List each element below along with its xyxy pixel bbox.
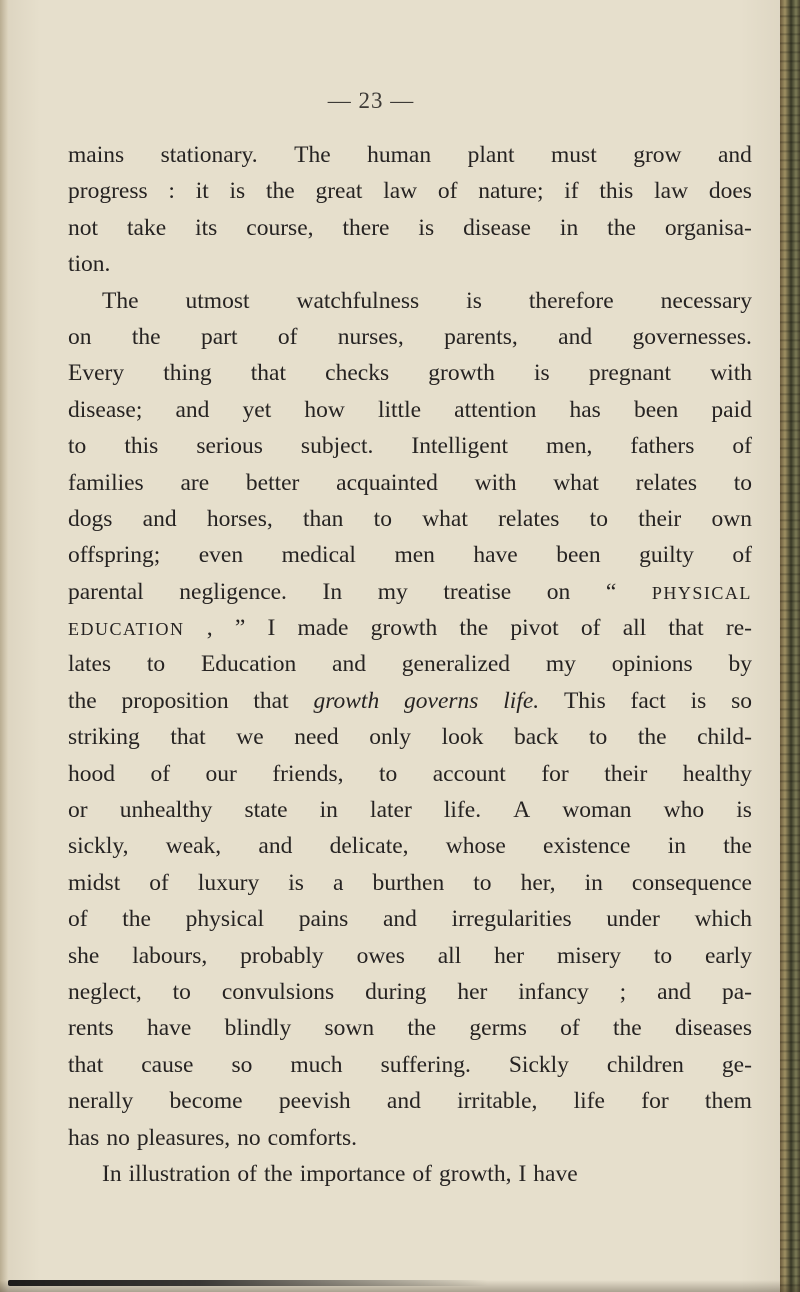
word: fathers (630, 433, 695, 460)
word: have (146, 1015, 192, 1042)
word: tion. (68, 251, 111, 278)
word: and (332, 651, 366, 678)
word: of (412, 1160, 432, 1187)
word: I (267, 615, 276, 642)
word: to (172, 978, 191, 1005)
word: Every (68, 360, 125, 387)
word: existence (543, 833, 631, 860)
word: This (563, 687, 606, 714)
word: midst (68, 869, 121, 896)
word: woman (562, 797, 632, 824)
word: men, (546, 433, 593, 460)
word: suffering. (380, 1051, 471, 1078)
word: that (668, 615, 704, 642)
text-line (68, 1120, 752, 1156)
word: infancy (518, 978, 589, 1005)
word: is (466, 287, 482, 314)
word: for (641, 1088, 669, 1115)
word: of (277, 323, 298, 350)
word: that (170, 724, 206, 751)
word: this (124, 433, 159, 460)
text-line (68, 428, 752, 464)
word: nature; (478, 178, 544, 205)
word: state (244, 797, 288, 824)
word: generalized (401, 651, 511, 678)
word: child- (697, 724, 752, 751)
word: rents (68, 1015, 114, 1042)
word: my (545, 651, 576, 678)
word: of (732, 433, 752, 460)
word: who (663, 797, 705, 824)
word: proposition (121, 687, 229, 714)
word: irritable, (457, 1088, 538, 1115)
word: subject. (300, 433, 374, 460)
word: account (432, 760, 506, 787)
text-line (68, 501, 752, 537)
word: of (150, 760, 171, 787)
word: her (457, 978, 488, 1005)
word: early (705, 942, 752, 969)
word: and (382, 906, 417, 933)
word: striking (68, 724, 140, 751)
word: delicate, (329, 833, 409, 860)
word: to (589, 505, 608, 532)
word: is (690, 687, 707, 714)
word: men (394, 542, 435, 569)
word: opinions (611, 651, 693, 678)
word: weak, (165, 833, 222, 860)
word: need (294, 724, 339, 751)
word: law (383, 178, 418, 205)
word: guilty (639, 542, 694, 569)
word: much (290, 1051, 343, 1078)
word: unhealthy (119, 797, 213, 824)
word: of (149, 869, 169, 896)
word: how (304, 396, 345, 423)
word: growth (313, 687, 380, 714)
word: her (494, 942, 525, 969)
word: organisa- (664, 214, 752, 241)
word: life (573, 1088, 605, 1115)
word: “ (605, 578, 617, 605)
word: relates (498, 505, 560, 532)
word: her, (520, 869, 556, 896)
word: owes (356, 942, 405, 969)
word: pivot (510, 615, 559, 642)
word: life. (503, 687, 540, 714)
word: on (546, 578, 571, 605)
word: and (717, 142, 752, 168)
word: the (459, 615, 489, 642)
word: with (474, 469, 517, 496)
word: negligence. (179, 578, 287, 605)
word: comforts. (267, 1124, 358, 1151)
word: the (723, 833, 752, 860)
word: parents, (444, 323, 518, 350)
word: the (612, 1015, 642, 1042)
word: have (533, 1160, 578, 1187)
word: pregnant (588, 360, 672, 387)
word: human (367, 142, 432, 168)
text-line (68, 283, 752, 319)
word: the (637, 724, 667, 751)
word: PHYSICAL (651, 582, 752, 603)
word: of (237, 1160, 257, 1187)
word: even (198, 542, 244, 569)
word: in (584, 869, 603, 896)
word: become (169, 1088, 243, 1115)
word: so (731, 687, 752, 714)
text-line (68, 719, 752, 755)
word: are (180, 469, 210, 496)
body-text (68, 137, 752, 1192)
text-line (68, 1047, 752, 1083)
word: consequence (631, 869, 752, 896)
word: Education (200, 651, 297, 678)
word: peevish (278, 1088, 351, 1115)
word: nurses, (337, 323, 404, 350)
word: to (373, 505, 392, 532)
text-line (68, 574, 752, 610)
word: and (142, 505, 177, 532)
word: there (342, 214, 390, 241)
word: than (302, 505, 344, 532)
text-line (68, 792, 752, 828)
word: we (236, 724, 264, 751)
word: their (604, 760, 648, 787)
word: irregularities (451, 906, 572, 933)
word: no (237, 1124, 261, 1151)
word: The (294, 142, 331, 168)
word: offspring; (68, 542, 161, 569)
text-line (68, 537, 752, 573)
text-line (68, 1083, 752, 1119)
word: In (322, 578, 343, 605)
word: for (541, 760, 569, 787)
word: misery (557, 942, 621, 969)
word: necessary (660, 287, 752, 314)
word: paid (711, 396, 752, 423)
word: illustration (128, 1160, 231, 1187)
word: that (253, 687, 289, 714)
word: In (102, 1160, 122, 1187)
word: lates (68, 651, 112, 678)
word: own (711, 505, 752, 532)
word: stationary. (160, 142, 258, 168)
word: take (127, 214, 167, 241)
page-bottom-shadow (8, 1280, 488, 1286)
text-line (68, 828, 752, 864)
word: The (102, 287, 139, 314)
word: by (728, 651, 752, 678)
word: : (168, 178, 175, 205)
word: of (68, 906, 88, 933)
word: ge- (721, 1051, 752, 1078)
word: governs (404, 687, 479, 714)
word: the (263, 1160, 293, 1187)
text-line (68, 210, 752, 246)
text-line (68, 1010, 752, 1046)
word: all (622, 615, 647, 642)
word: and (175, 396, 210, 423)
word: our (205, 760, 237, 787)
word: my (377, 578, 408, 605)
word: part (200, 323, 238, 350)
word: blindly (224, 1015, 292, 1042)
word: diseases (674, 1015, 752, 1042)
word: the (122, 906, 151, 933)
word: grow (633, 142, 682, 168)
word: thing (163, 360, 212, 387)
word: in (559, 214, 579, 241)
page-left-edge (0, 0, 8, 1292)
text-line (68, 646, 752, 682)
word: sickly, (68, 833, 129, 860)
word: , (206, 615, 213, 642)
word: to (68, 433, 87, 460)
word: checks (325, 360, 390, 387)
word: sown (324, 1015, 375, 1042)
word: of (437, 178, 458, 205)
word: has (569, 396, 601, 423)
word: ; (619, 978, 627, 1005)
word: importance (299, 1160, 406, 1187)
word: ” (234, 615, 246, 642)
word: under (606, 906, 660, 933)
word: little (377, 396, 422, 423)
word: of (580, 615, 601, 642)
word: dogs (68, 505, 113, 532)
word: not (68, 214, 99, 241)
text-line (68, 319, 752, 355)
word: treatise (443, 578, 512, 605)
word: probably (240, 942, 324, 969)
text-line (68, 901, 752, 937)
word: better (245, 469, 300, 496)
text-line (68, 137, 752, 173)
word: the (68, 687, 97, 714)
word: germs (469, 1015, 527, 1042)
word: families (68, 469, 144, 496)
text-line (68, 355, 752, 391)
word: nerally (68, 1088, 134, 1115)
text-line (68, 865, 752, 901)
word: neglect, (68, 978, 142, 1005)
word: I (518, 1160, 527, 1187)
word: Sickly (508, 1051, 569, 1078)
word: to (653, 942, 673, 969)
word: has (68, 1124, 100, 1151)
word: made (297, 615, 349, 642)
word: the (607, 214, 636, 241)
text-line (68, 246, 752, 282)
word: been (556, 542, 601, 569)
word: which (694, 906, 752, 933)
text-line (68, 465, 752, 501)
word: them (704, 1088, 752, 1115)
word: is (533, 360, 550, 387)
word: on (68, 323, 92, 350)
page-number: — 23 — (327, 88, 415, 113)
word: acquainted (336, 469, 438, 496)
word: a (332, 869, 344, 896)
word: medical (281, 542, 356, 569)
word: Intelligent (411, 433, 508, 460)
text-line (68, 610, 752, 646)
word: is (736, 797, 752, 824)
word: disease (463, 214, 531, 241)
word: disease; (68, 396, 143, 423)
word: to (473, 869, 492, 896)
word: pains (298, 906, 349, 933)
word: is (229, 178, 246, 205)
word: all (437, 942, 462, 969)
word: this (599, 178, 634, 205)
word: progress (68, 178, 148, 205)
word: labours, (132, 942, 208, 969)
word: if (564, 178, 579, 205)
word: in (319, 797, 338, 824)
word: pa- (721, 978, 752, 1005)
word: EDUCATION (68, 619, 185, 640)
word: growth (428, 360, 495, 387)
word: is (418, 214, 435, 241)
word: back (513, 724, 559, 751)
word: during (365, 978, 427, 1005)
word: children (606, 1051, 684, 1078)
word: so (231, 1051, 253, 1078)
word: to (378, 760, 398, 787)
word: of (732, 542, 752, 569)
word: utmost (185, 287, 250, 314)
word: yet (242, 396, 272, 423)
word: and (386, 1088, 421, 1115)
word: what (553, 469, 599, 496)
word: she (68, 942, 100, 969)
word: burthen (372, 869, 445, 896)
text-line (68, 173, 752, 209)
word: life. (443, 797, 482, 824)
word: plant (467, 142, 515, 168)
text-line (68, 938, 752, 974)
word: that (250, 360, 286, 387)
word: law (654, 178, 689, 205)
word: what (422, 505, 468, 532)
word: luxury (197, 869, 260, 896)
word: cause (141, 1051, 194, 1078)
word: pleasures, (136, 1124, 231, 1151)
word: the (265, 178, 295, 205)
word: hood (68, 760, 115, 787)
word: no (106, 1124, 130, 1151)
text-line (68, 392, 752, 428)
word: convulsions (221, 978, 335, 1005)
word: of (560, 1015, 580, 1042)
word: with (710, 360, 752, 387)
word: serious (196, 433, 263, 460)
word: re- (725, 615, 752, 642)
word: is (288, 869, 304, 896)
word: or (68, 797, 88, 824)
word: the (407, 1015, 437, 1042)
word: the (131, 323, 161, 350)
word: watchfulness (296, 287, 420, 314)
word: must (551, 142, 597, 168)
text-line (68, 683, 752, 719)
word: mains (68, 142, 125, 168)
word: growth, (439, 1160, 512, 1187)
word: look (441, 724, 484, 751)
word: to (733, 469, 752, 496)
word: course, (246, 214, 314, 241)
word: does (708, 178, 752, 205)
word: growth (370, 615, 438, 642)
text-line (68, 756, 752, 792)
word: healthy (682, 760, 752, 787)
word: relates (635, 469, 697, 496)
word: that (68, 1051, 104, 1078)
word: horses, (206, 505, 273, 532)
word: their (638, 505, 682, 532)
word: fact (630, 687, 666, 714)
text-line (68, 974, 752, 1010)
word: and (258, 833, 293, 860)
word: parental (68, 578, 144, 605)
word: attention (454, 396, 537, 423)
word: have (473, 542, 518, 569)
word: governesses. (632, 323, 752, 350)
word: only (369, 724, 411, 751)
word: later (370, 797, 412, 824)
word: and (558, 323, 593, 350)
word: to (588, 724, 608, 751)
word: to (146, 651, 166, 678)
word: in (667, 833, 686, 860)
book-binding-edge (780, 0, 800, 1292)
word: and (657, 978, 692, 1005)
word: its (195, 214, 218, 241)
word: friends, (272, 760, 344, 787)
word: physical (185, 906, 264, 933)
word: A (513, 797, 531, 824)
word: it (195, 178, 209, 205)
word: whose (445, 833, 506, 860)
word: been (633, 396, 679, 423)
word: therefore (528, 287, 614, 314)
word: great (315, 178, 363, 205)
text-line (68, 1156, 752, 1192)
